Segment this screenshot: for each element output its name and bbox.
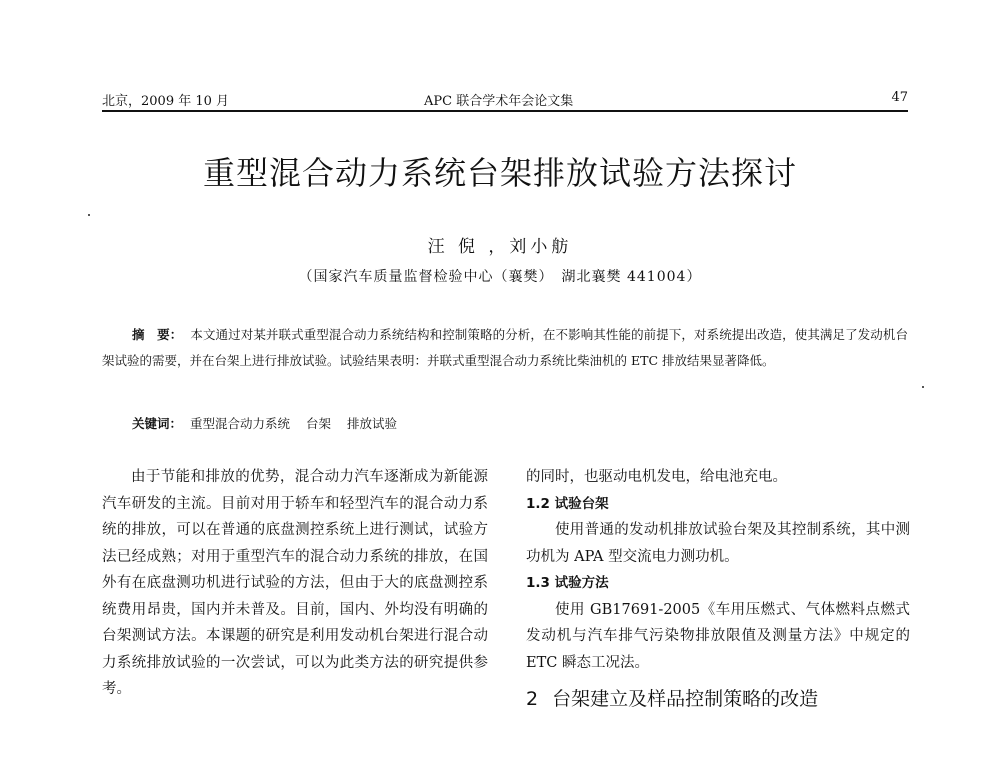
section-heading-2	[526, 684, 910, 714]
header-proceedings-title: APC 联合学术年会论文集	[424, 94, 574, 109]
subsection-heading-1-3: 1.3 试验方法	[526, 575, 609, 591]
scan-speck	[88, 214, 90, 216]
abstract-label: 摘 要：	[132, 327, 183, 342]
author-affiliation: （国家汽车质量监督检验中心（襄樊） 湖北襄樊 441004）	[298, 269, 702, 285]
keyword: 排放试验	[347, 416, 398, 431]
section-title: 台架建立及样品控制策略的改造	[552, 688, 819, 710]
body-column-left	[102, 464, 488, 703]
subsection-text-1-2: 使用普通的发动机排放试验台架及其控制系统，其中测功机为 APA 型交流电力测功机。	[526, 522, 910, 565]
body-column-right	[526, 464, 910, 714]
keyword: 重型混合动力系统	[190, 416, 291, 431]
continued-paragraph: 的同时，也驱动电机发电，给电池充电。	[526, 469, 787, 485]
abstract	[102, 322, 908, 374]
section-number: 2	[526, 688, 539, 710]
keyword: 台架	[306, 416, 332, 431]
intro-paragraph: 由于节能和排放的优势，混合动力汽车逐渐成为新能源汽车研发的主流。目前对用于轿车和轻型汽车的混合动力系统的排放，可以在普通的底盘测控系统上进行测试，试验方法已经成熟；对用于重型汽车的混合动力系统的排放，在国外有在底盘测功机进行试验的方法，但由于大的底盘测控系统费用昂贵，国内并未普及。目前，国内、外均没有明确的台架测试方法。本课题的研究是利用发动机台架进行混合动力系统排放试验的一次尝试，可以为此类方法的研究提供参考。	[102, 469, 488, 697]
subsection-text-1-3: 使用 GB17691-2005《车用压燃式、气体燃料点燃式发动机与汽车排气污染物排放限值及测量方法》中规定的 ETC 瞬态工况法。	[526, 601, 910, 671]
running-header	[102, 88, 908, 112]
subsection-heading-1-2: 1.2 试验台架	[526, 495, 609, 512]
scan-speck	[922, 386, 924, 388]
header-page-number: 47	[891, 90, 908, 105]
header-date-location: 北京，2009 年 10 月	[102, 94, 230, 109]
paper-authors: 汪 倪 ，刘小舫	[427, 237, 573, 257]
paper-title: 重型混合动力系统台架排放试验方法探讨	[202, 154, 797, 192]
keywords	[102, 412, 908, 436]
keywords-label: 关键词：	[132, 416, 183, 431]
abstract-text: 本文通过对某并联式重型混合动力系统结构和控制策略的分析，在不影响其性能的前提下，对系统提出改造，使其满足了发动机台架试验的需要，并在台架上进行排放试验。试验结果表明：并联式重型混合动力系统比柴油机的 ETC 排放结果显著降低。	[102, 327, 908, 368]
